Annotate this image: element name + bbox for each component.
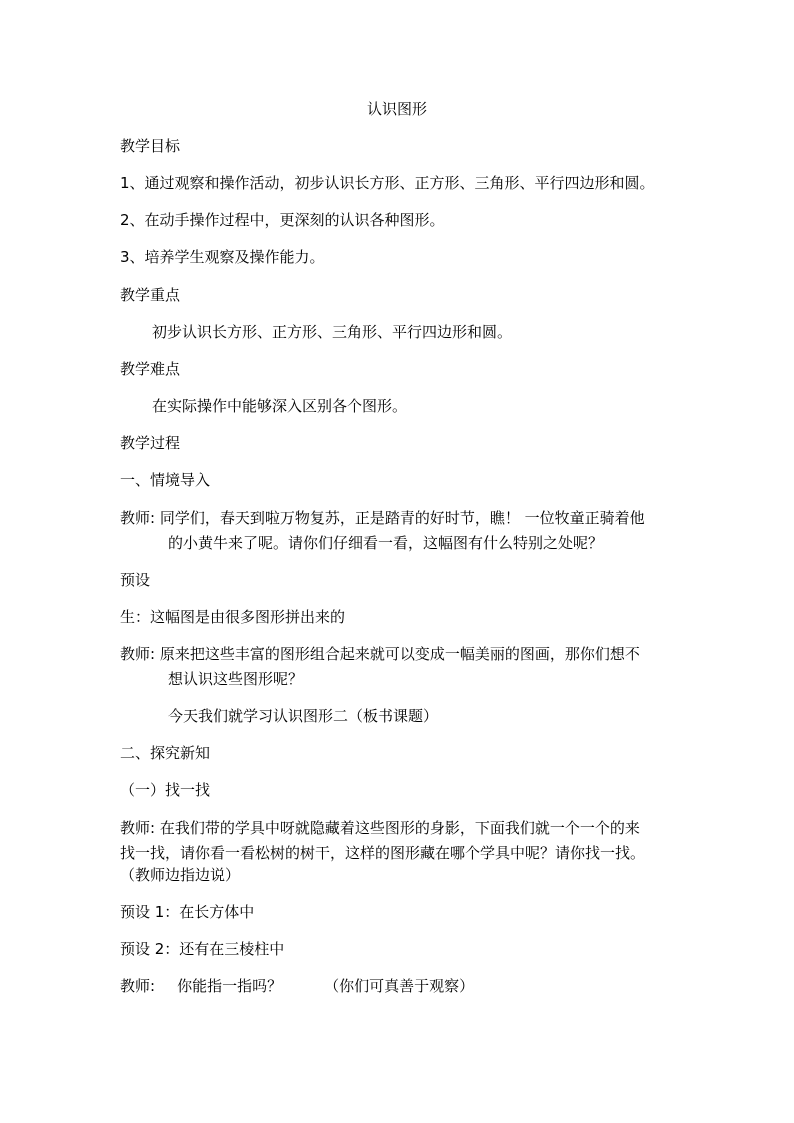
- document-title: 认识图形: [366, 100, 427, 118]
- subsection1-heading: （一）找一找: [120, 781, 211, 799]
- teacher-4-question: 你能指一指吗？: [177, 977, 283, 995]
- teacher-4-label: 教师:: [120, 977, 156, 995]
- teacher-dialogue-3-line-2: 找一找，请你看一看松树的树干，这样的图形藏在哪个学具中呢？请你找一找。: [120, 844, 646, 862]
- teacher-dialogue-1-line-2: 的小黄牛来了呢。请你们仔细看一看，这幅图有什么特别之处呢？: [168, 534, 604, 552]
- section1-heading: 一、情境导入: [120, 471, 211, 489]
- teacher-dialogue-3-line-3: （教师边指边说）: [120, 866, 241, 884]
- objective-item-2: 2、在动手操作过程中，更深刻的认识各种图形。: [120, 211, 445, 229]
- preset-2: 预设 2：还有在三棱柱中: [120, 940, 285, 958]
- student-answer-1: 生：这幅图是由很多图形拼出来的: [120, 608, 346, 626]
- key-points-heading: 教学重点: [120, 286, 181, 304]
- section2-heading: 二、探究新知: [120, 744, 211, 762]
- process-heading: 教学过程: [120, 434, 181, 452]
- objective-item-3: 3、培养学生观察及操作能力。: [120, 248, 325, 266]
- teacher-dialogue-4: [120, 975, 474, 997]
- key-points-text: 初步认识长方形、正方形、三角形、平行四边形和圆。: [152, 323, 513, 341]
- objective-item-1: 1、通过观察和操作活动，初步认识长方形、正方形、三角形、平行四边形和圆。: [120, 174, 655, 192]
- preset-1: 预设 1：在长方体中: [120, 903, 255, 921]
- teacher-dialogue-1-line-1: 教师: 同学们，春天到啦万物复苏，正是踏青的好时节，瞧！ 一位牧童正骑着他: [120, 509, 645, 527]
- difficulties-text: 在实际操作中能够深入区别各个图形。: [152, 397, 408, 415]
- teacher-4-remark: （你们可真善于观察）: [324, 977, 475, 995]
- teacher-dialogue-3-line-1: 教师: 在我们带的学具中呀就隐藏着这些图形的身影，下面我们就一个一个的来: [120, 819, 640, 837]
- teacher-dialogue-2-line-1: 教师: 原来把这些丰富的图形组合起来就可以变成一幅美丽的图画，那你们想不: [120, 645, 640, 663]
- difficulties-heading: 教学难点: [120, 360, 181, 378]
- teacher-dialogue-2-line-3: 今天我们就学习认识图形二（板书课题）: [168, 707, 439, 725]
- preset-label: 预设: [120, 571, 151, 589]
- teacher-dialogue-2-line-2: 想认识这些图形呢？: [168, 670, 304, 688]
- objectives-heading: 教学目标: [120, 137, 181, 155]
